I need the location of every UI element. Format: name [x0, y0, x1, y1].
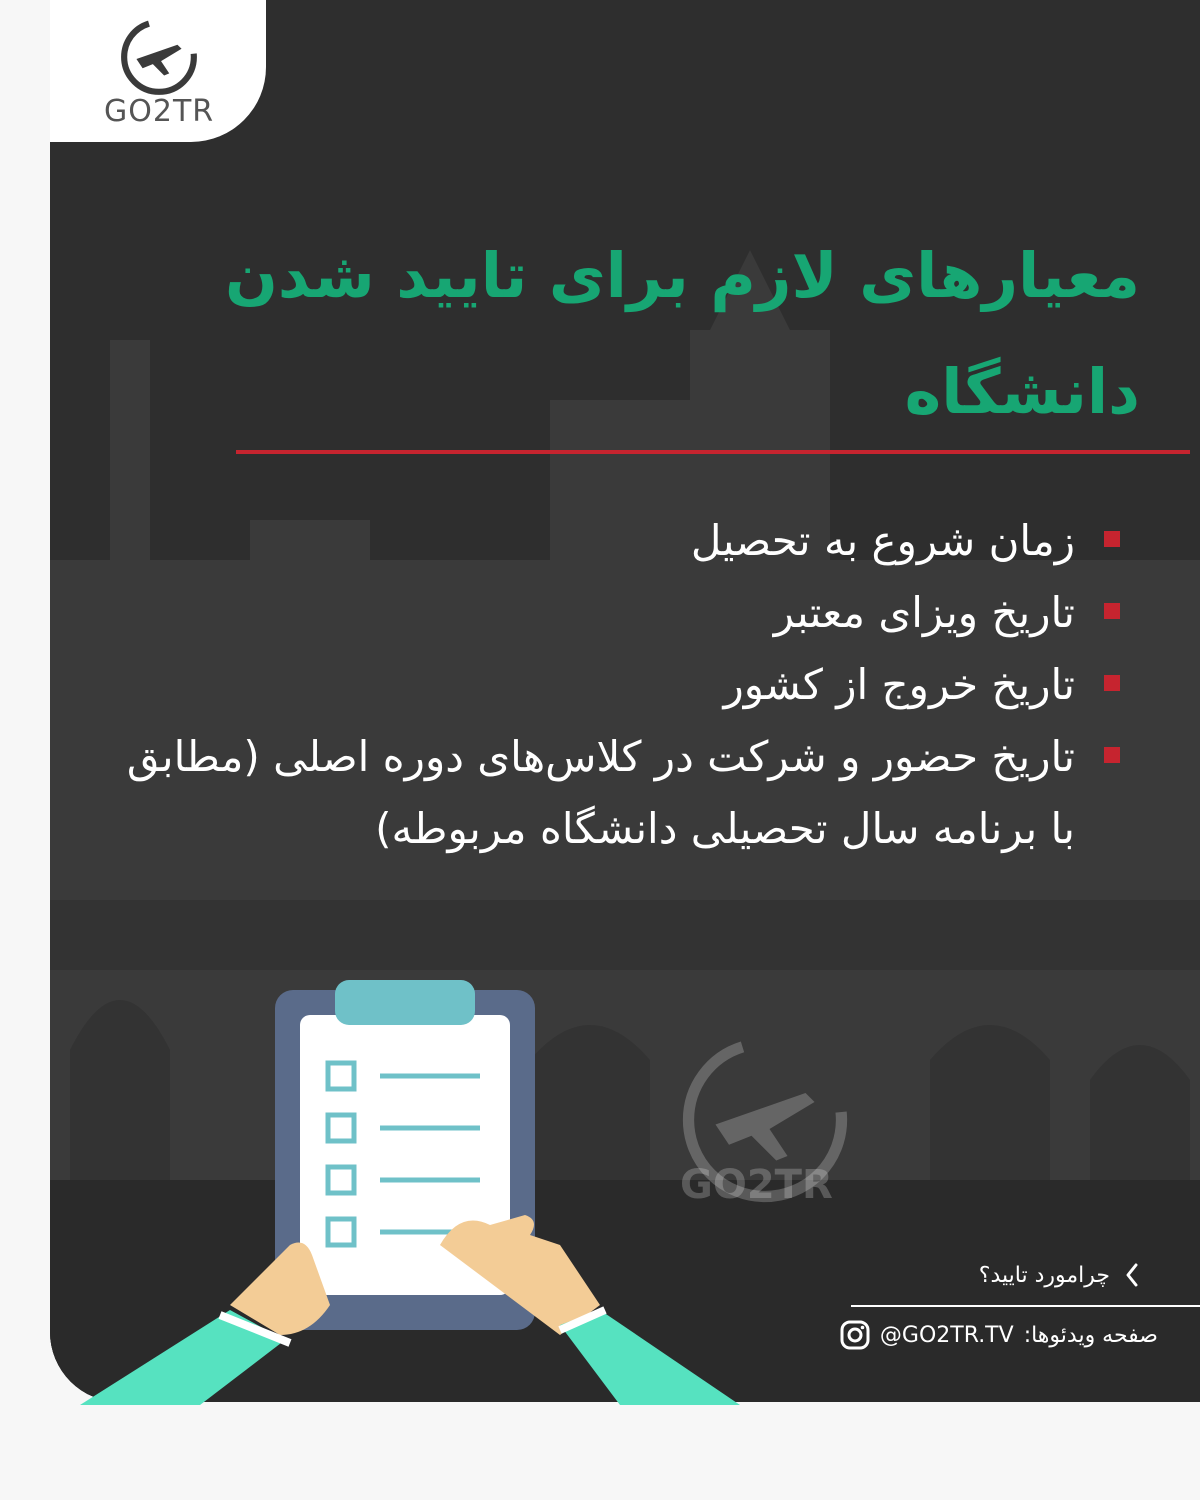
- criteria-text: تاریخ ویزای معتبر: [773, 588, 1075, 637]
- clipboard-checklist-illustration: [80, 975, 740, 1405]
- handle-label: صفحه ویدئوها:: [1023, 1322, 1158, 1348]
- logo-text: GO2TR: [104, 94, 215, 129]
- watermark-text: GO2TR: [680, 1162, 833, 1208]
- page-title: معیارهای لازم برای تایید شدن دانشگاه: [225, 239, 1140, 428]
- logo-badge[interactable]: [50, 0, 266, 142]
- chevron-left-icon: [1124, 1262, 1140, 1288]
- bullet-icon: [1104, 675, 1120, 691]
- bullet-icon: [1104, 747, 1120, 763]
- list-item: [115, 505, 1075, 577]
- list-item: [115, 649, 1075, 721]
- why-approved-text: چرامورد تایید؟: [978, 1262, 1110, 1288]
- why-approved-link[interactable]: [979, 1262, 1140, 1288]
- plane-logo-icon: [118, 16, 200, 98]
- list-item: [115, 577, 1075, 649]
- list-item: [115, 721, 1075, 865]
- title-divider: [236, 450, 1190, 454]
- bullet-icon: [1104, 603, 1120, 619]
- instagram-icon: [840, 1320, 870, 1350]
- criteria-list: [115, 505, 1075, 865]
- criteria-text: تاریخ حضور و شرکت در کلاس‌های دوره اصلی (مطابق با برنامه سال تحصیلی دانشگاه مربوطه): [126, 732, 1075, 853]
- footer-divider: [851, 1305, 1200, 1307]
- handle-text: @GO2TR.TV: [879, 1322, 1014, 1348]
- video-page-handle[interactable]: [840, 1320, 1158, 1350]
- criteria-text: تاریخ خروج از کشور: [723, 660, 1075, 709]
- bullet-icon: [1104, 531, 1120, 547]
- criteria-text: زمان شروع به تحصیل: [690, 516, 1075, 565]
